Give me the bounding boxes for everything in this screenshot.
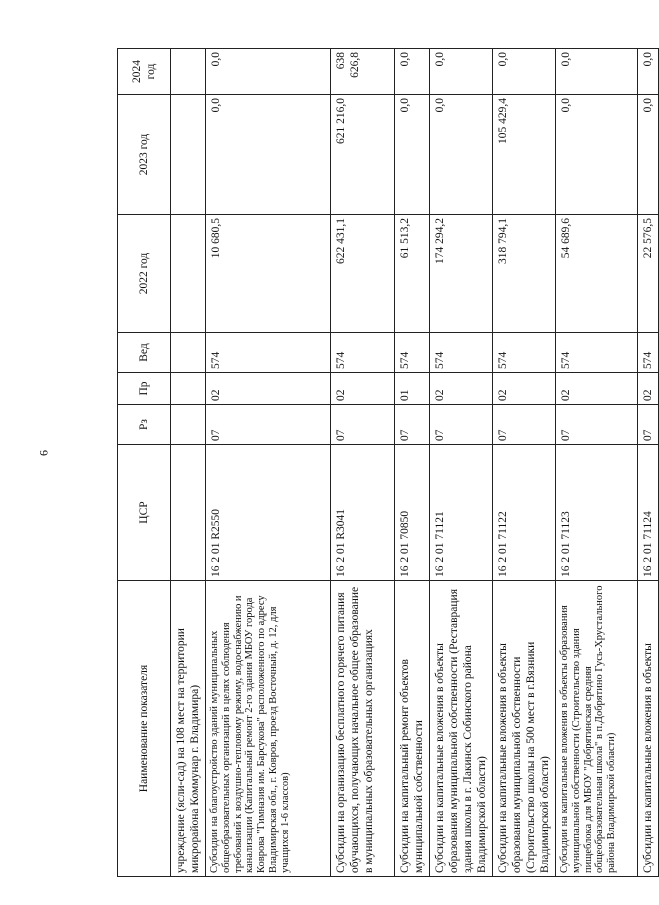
row-name: Субсидии на капитальные вложения в объекты образования муниципальной собственности (Строительство школы на 500 мест в г.Вязники Владимирской области) (493, 581, 556, 877)
row-rz: 07 (638, 405, 659, 445)
row-name: Субсидии на капитальные вложения в объекты (638, 581, 659, 877)
row-rz (171, 405, 206, 445)
header-2024: 2024 год (118, 49, 171, 95)
row-name: Субсидии на капитальные вложения в объекты образования муниципальной собственности (Реставрация здания школы в г. Лакинск Собинского района Владимирской области) (430, 581, 493, 877)
row-2024: 0,0 (430, 49, 493, 95)
row-2024: 0,0 (395, 49, 430, 95)
row-pr: 01 (395, 373, 430, 405)
row-2022: 10 680,5 (206, 215, 331, 333)
table-row (430, 49, 493, 877)
row-pr: 02 (493, 373, 556, 405)
row-ved: 574 (331, 333, 395, 373)
table-row (206, 49, 331, 877)
row-name: учреждение (ясли-сад) на 108 мест на территории микрорайона Коммунар г. Владимира) (171, 581, 206, 877)
row-ved: 574 (206, 333, 331, 373)
row-2024 (171, 49, 206, 95)
row-2023: 0,0 (206, 95, 331, 215)
row-2024: 0,0 (638, 49, 659, 95)
table-row (171, 49, 206, 877)
header-ved: Вед (118, 333, 171, 373)
row-name: Субсидии на капитальные вложения в объекты образования муниципальной собственности (Строительство здания пищеблока для МБОУ "Добрятинская средняя общеобразовательная школа" в п.Добрятино Гусь-Хрустального района Владимирской области) (556, 581, 638, 877)
row-rz: 07 (331, 405, 395, 445)
row-csr: 16 2 01 71121 (430, 445, 493, 581)
row-ved: 574 (638, 333, 659, 373)
row-2024: 0,0 (493, 49, 556, 95)
row-2023: 105 429,4 (493, 95, 556, 215)
row-ved: 574 (556, 333, 638, 373)
row-ved: 574 (430, 333, 493, 373)
header-2022: 2022 год (118, 215, 171, 333)
row-2022: 22 576,5 (638, 215, 659, 333)
row-name: Субсидии на капитальный ремонт объектов муниципальной собственности (395, 581, 430, 877)
row-csr (171, 445, 206, 581)
table-row (493, 49, 556, 877)
row-pr (171, 373, 206, 405)
row-2023: 0,0 (395, 95, 430, 215)
row-csr: 16 2 01 71123 (556, 445, 638, 581)
row-csr: 16 2 01 70850 (395, 445, 430, 581)
row-2022 (171, 215, 206, 333)
row-pr: 02 (206, 373, 331, 405)
row-rz: 07 (395, 405, 430, 445)
header-row (118, 49, 171, 877)
row-csr: 16 2 01 71122 (493, 445, 556, 581)
row-name: Субсидии на организацию бесплатного горячего питания обучающихся, получающих начальное общее образование в муниципальных образовательных организациях (331, 581, 395, 877)
row-2023 (171, 95, 206, 215)
row-2023: 0,0 (556, 95, 638, 215)
row-pr: 02 (331, 373, 395, 405)
row-2024: 638 626,8 (331, 49, 395, 95)
row-2024: 0,0 (556, 49, 638, 95)
table-row (556, 49, 638, 877)
row-rz: 07 (556, 405, 638, 445)
row-rz: 07 (206, 405, 331, 445)
row-csr: 16 2 01 R2550 (206, 445, 331, 581)
rotated-table-container (117, 49, 655, 877)
row-2022: 622 431,1 (331, 215, 395, 333)
row-ved: 574 (493, 333, 556, 373)
page-number: 6 (36, 450, 51, 456)
row-2023: 0,0 (430, 95, 493, 215)
row-ved: 574 (395, 333, 430, 373)
budget-table (117, 48, 659, 877)
row-ved (171, 333, 206, 373)
header-pr: Пр (118, 373, 171, 405)
row-2022: 61 513,2 (395, 215, 430, 333)
row-csr: 16 2 01 R3041 (331, 445, 395, 581)
table-row (331, 49, 395, 877)
header-csr: ЦСР (118, 445, 171, 581)
row-rz: 07 (493, 405, 556, 445)
row-pr: 02 (556, 373, 638, 405)
header-rz: Рз (118, 405, 171, 445)
row-2023: 621 216,0 (331, 95, 395, 215)
row-csr: 16 2 01 71124 (638, 445, 659, 581)
row-pr: 02 (638, 373, 659, 405)
row-2022: 54 689,6 (556, 215, 638, 333)
row-name: Субсидии на благоустройство зданий муниципальных общеобразовательных организаций в целях соблюдения требований к воздушно-тепловому режиму, водоснабжению и канализации (Капитальный ремонт 2-го здания МБОУ города Коврова "Гимназия им. Барсукова" расположенного по адресу Владимирская обл., г. Ковров, проезд Восточный, д. 12, для учащихся 1-6 классов) (206, 581, 331, 877)
row-2024: 0,0 (206, 49, 331, 95)
table-row (638, 49, 659, 877)
row-2022: 174 294,2 (430, 215, 493, 333)
header-name: Наименование показателя (118, 581, 171, 877)
header-2023: 2023 год (118, 95, 171, 215)
row-2022: 318 794,1 (493, 215, 556, 333)
row-pr: 02 (430, 373, 493, 405)
row-2023: 0,0 (638, 95, 659, 215)
table-row (395, 49, 430, 877)
row-rz: 07 (430, 405, 493, 445)
